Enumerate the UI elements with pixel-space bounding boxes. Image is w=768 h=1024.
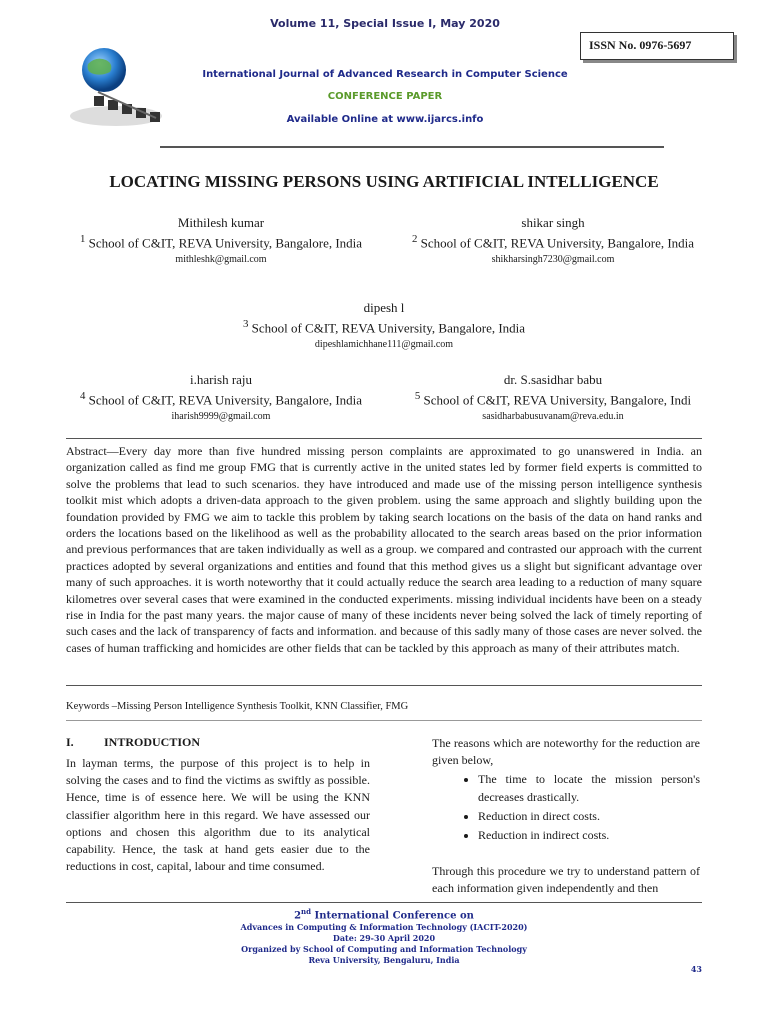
conference-date: Date: 29-30 April 2020 bbox=[332, 932, 436, 943]
paper-type: CONFERENCE PAPER bbox=[327, 91, 443, 102]
procedure-paragraph: Through this procedure we try to understand pattern of each information given independently and then bbox=[432, 864, 700, 896]
page-number: 43 bbox=[690, 964, 702, 974]
intro-left-column: In layman terms, the purpose of this project is to help in solving the cases and to find the victims as swiftly as possible. Hence, time is of essence here. We will be using the KNN classifier algorithm here in this regard. We have assessed our options and chosen this algorithm due to its analytical capability. Hence, the task at hand gets easier due to the reductions in cost, capital, labour and time consumed. bbox=[66, 756, 370, 874]
author-affiliation: $^3$ School of C&IT, REVA University, Bangalore, India bbox=[242, 318, 526, 336]
author-name: shikar singh bbox=[521, 215, 585, 230]
author-affiliation: $^5$ School of C&IT, REVA University, Bangalore, Indi bbox=[414, 390, 692, 408]
conference-footer bbox=[66, 906, 702, 966]
abstract-top-rule bbox=[66, 438, 702, 439]
author-affiliation: $^2$ School of C&IT, REVA University, Bangalore, India bbox=[411, 233, 695, 251]
reasons-list bbox=[432, 771, 700, 844]
journal-website: Available Online at www.ijarcs.info bbox=[286, 114, 484, 125]
author-block-2 bbox=[388, 214, 718, 268]
author-name: Mithilesh kumar bbox=[177, 215, 265, 230]
keywords: Keywords –Missing Person Intelligence Synthesis Toolkit, KNN Classifier, FMG bbox=[66, 701, 409, 712]
author-email: iharish9999@gmail.com bbox=[171, 411, 271, 423]
keywords-rule bbox=[66, 720, 702, 721]
section-heading bbox=[66, 735, 200, 750]
issn-box bbox=[580, 32, 734, 60]
journal-logo bbox=[64, 42, 174, 134]
issn-text: ISSN No. 0976-5697 bbox=[589, 38, 692, 52]
abstract: Abstract—Every day more than five hundred missing person complaints are approximated to go unanswered in India. an organization called as find me group FMG that is currently active in the united states led by former field experts is committed to solve the problems that lead to such scenarios. they have introduced and made use of the missing person intelligence synthesis toolkit mist which adopts a driven-data approach to the given problem. using the same approach and slightly building upon the foundation provided by FMG we aim to tackle this problem by taking search locations on the basis of the data on hand ranks and orders the locations based on the likelihood as well as the probability allocated to the search areas based on the prior information and previous performances that are taken individually as well as a group. we compared and contrasted our approach with the current practices adopted by several organizations and entities and found that this method gives us a slight but significant advantage over many of such approaches. it is worth noteworthy that it could actually reduce the search area leading to a reduction of many square kilometres over several cases that were examined in the conducted experiments. missing individual incidents have been on a steady rise in India for the past many years. the major cause of many of these incidents never being solved the lack of timely reporting of such cases and the lack of transparency of facts and information. and because of this sadly many of those cases are never solved. the cases of human trafficking and homicides are other fields that can be tackled by this approach as many of their attributes match. bbox=[66, 444, 702, 655]
author-name: dr. S.sasidhar babu bbox=[503, 372, 603, 387]
author-email: dipeshlamichhane111@gmail.com bbox=[314, 339, 454, 351]
abstract-bottom-rule bbox=[66, 685, 702, 686]
header-divider bbox=[160, 146, 664, 148]
reasons-intro: The reasons which are noteworthy for the reduction are given below, bbox=[432, 736, 700, 768]
author-affiliation: $^1$ School of C&IT, REVA University, Bangalore, India bbox=[79, 233, 363, 251]
paper-title: LOCATING MISSING PERSONS USING ARTIFICIAL INTELLIGENCE bbox=[109, 172, 659, 191]
section-number: I. bbox=[66, 735, 74, 749]
intro-right-column bbox=[432, 735, 700, 898]
list-item: • Reduction in indirect costs. bbox=[478, 827, 700, 844]
author-name: dipesh l bbox=[363, 300, 405, 315]
journal-name: International Journal of Advanced Research in Computer Science bbox=[202, 69, 568, 80]
section-title: INTRODUCTION bbox=[104, 735, 201, 749]
conference-location: Reva University, Bengaluru, India bbox=[308, 955, 460, 966]
list-item: • The time to locate the mission person's decreases drastically. bbox=[478, 771, 700, 805]
author-block-3 bbox=[219, 299, 549, 353]
author-email: shikharsingh7230@gmail.com bbox=[491, 254, 615, 266]
footer-rule bbox=[66, 902, 702, 903]
conference-line-1: 2nd International Conference on bbox=[294, 907, 474, 922]
list-item: • Reduction in direct costs. bbox=[478, 808, 700, 825]
author-block-4 bbox=[56, 371, 386, 425]
journal-volume: Volume 11, Special Issue I, May 2020 bbox=[270, 17, 500, 30]
conference-organizer: Organized by School of Computing and Information Technology bbox=[241, 943, 527, 954]
conference-name: Advances in Computing & Information Technology (IACIT-2020) bbox=[240, 921, 528, 932]
author-affiliation: $^4$ School of C&IT, REVA University, Bangalore, India bbox=[79, 390, 363, 408]
author-block-5 bbox=[388, 371, 718, 425]
author-block-1 bbox=[56, 214, 386, 268]
author-email: sasidharbabusuvanam@reva.edu.in bbox=[482, 411, 624, 423]
author-email: mithleshk@gmail.com bbox=[175, 254, 267, 266]
author-name: i.harish raju bbox=[189, 372, 253, 387]
